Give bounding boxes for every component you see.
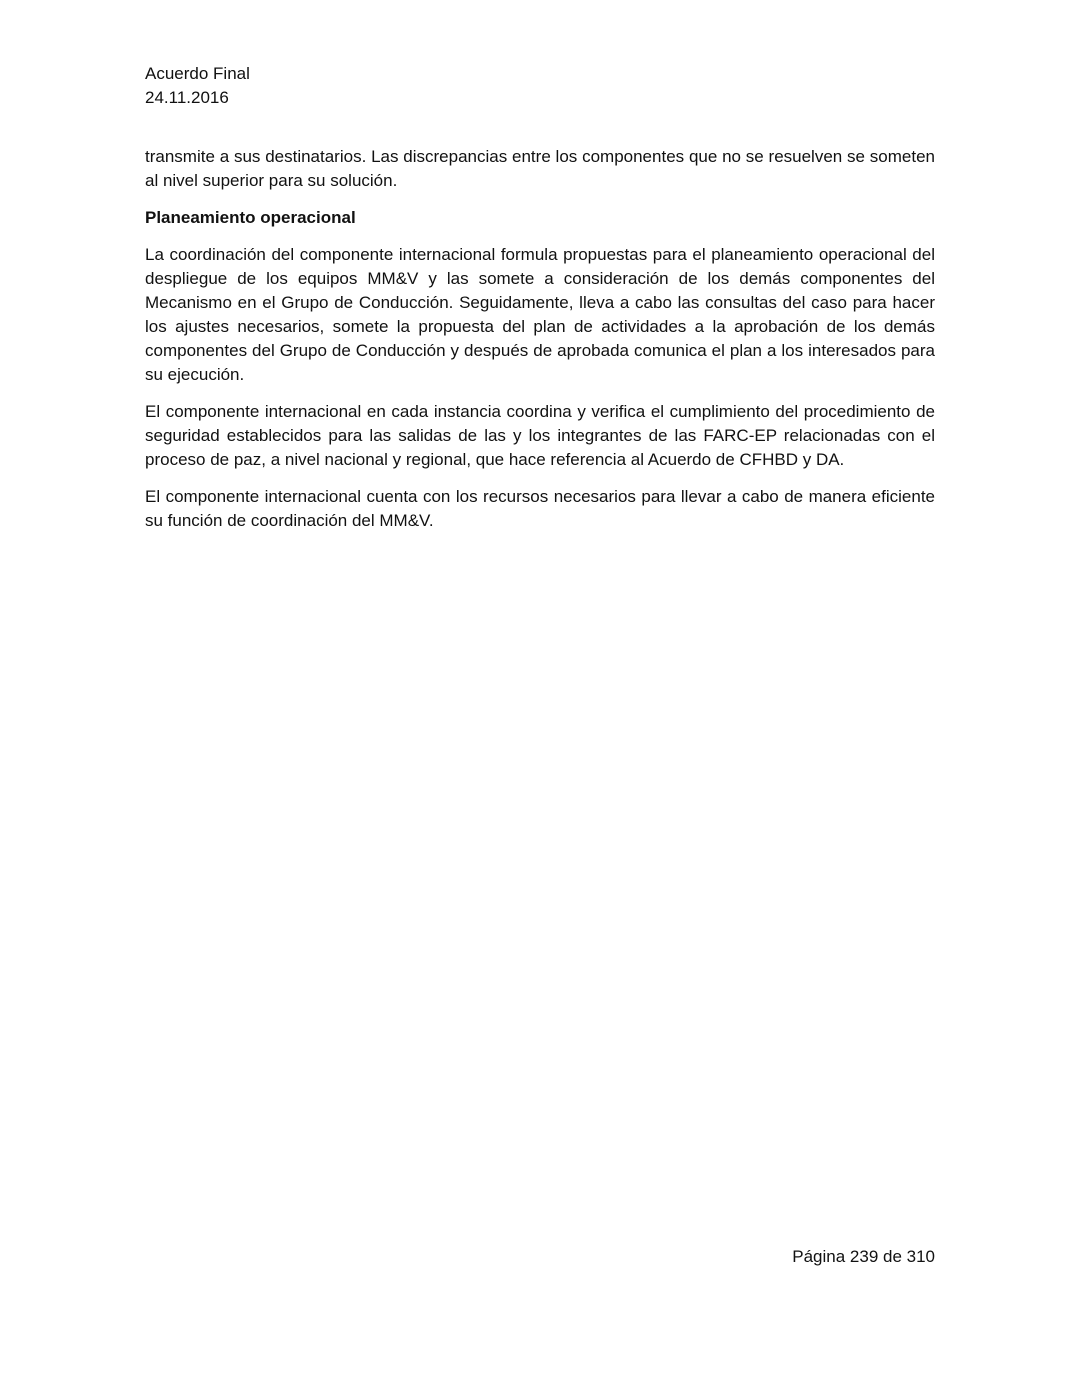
document-date: 24.11.2016 — [145, 88, 229, 107]
document-title: Acuerdo Final — [145, 64, 250, 83]
paragraph-planning: La coordinación del componente internacional formula propuestas para el planeamiento operacional del despliegue de los equipos MM&V y las somete a consideración de los demás componentes del Mecanismo en el Grupo de Conducción. Seguidamente, lleva a cabo las consultas del caso para hacer los ajustes necesarios, somete la propuesta del plan de actividades a la aprobación de los demás componentes del Grupo de Conducción y después de aprobada comunica el plan a los interesados para su ejecución. — [145, 245, 935, 384]
paragraph-continuation: transmite a sus destinatarios. Las discrepancias entre los componentes que no se resuelven se someten al nivel superior para su solución. — [145, 147, 935, 190]
section-heading: Planeamiento operacional — [145, 208, 356, 227]
page-header — [145, 62, 250, 110]
paragraph-resources: El componente internacional cuenta con los recursos necesarios para llevar a cabo de manera eficiente su función de coordinación del MM&V. — [145, 487, 935, 530]
page-number: Página 239 de 310 — [792, 1247, 935, 1266]
paragraph-security-procedure: El componente internacional en cada instancia coordina y verifica el cumplimiento del procedimiento de seguridad establecidos para las salidas de las y los integrantes de las FARC-EP relacionadas con el proceso de paz, a nivel nacional y regional, que hace referencia al Acuerdo de CFHBD y DA. — [145, 402, 935, 469]
document-body — [145, 145, 935, 546]
